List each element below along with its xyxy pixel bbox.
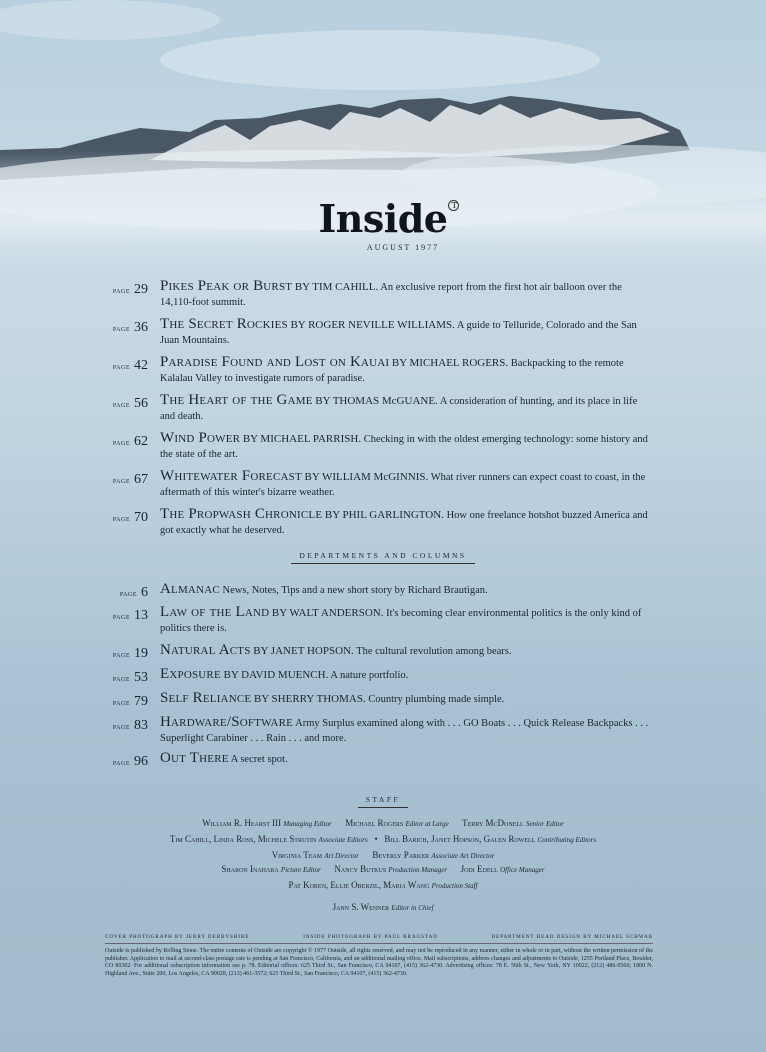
article-author: BY TIM CAHILL. — [294, 281, 379, 293]
page-number: PAGE 6 — [119, 585, 148, 600]
page-number: PAGE 42 — [112, 358, 148, 373]
photo-credits — [105, 935, 653, 944]
toc-entry — [100, 751, 655, 768]
article-title: Almanac — [160, 581, 220, 597]
article-description: The cultural revolution among bears. — [356, 646, 512, 657]
page-number: PAGE 83 — [112, 718, 148, 733]
article-title: The Secret Rockies — [160, 316, 288, 332]
page-number: PAGE 13 — [112, 608, 148, 623]
article-author: BY MICHAEL ROGERS. — [391, 357, 509, 369]
article-description: A secret spot. — [230, 754, 288, 765]
toc-entry — [100, 507, 655, 538]
article-description: Backpacking to the remote Kalalau Valley to investigate rumors of paradise. — [160, 358, 624, 384]
article-author: BY WALT ANDERSON. — [271, 607, 384, 619]
article-author: BY PHIL GARLINGTON. — [324, 509, 444, 521]
trademark-icon: T — [448, 200, 459, 211]
toc-entry — [100, 605, 655, 636]
article-description: A consideration of hunting, and its place in life and death. — [160, 396, 638, 422]
article-description: A guide to Telluride, Colorado and the San Juan Mountains. — [160, 320, 637, 346]
article-title: Whitewater Forecast — [160, 468, 302, 484]
masthead — [0, 196, 766, 252]
toc-entry — [100, 667, 655, 684]
toc-entry — [100, 431, 655, 462]
article-description: An exclusive report from the first hot air balloon over the 14,110-foot summit. — [160, 282, 622, 308]
article-author: BY SHERRY THOMAS. — [253, 693, 366, 705]
article-title: Exposure — [160, 666, 221, 682]
page-number: PAGE 70 — [112, 510, 148, 525]
mountain-photo — [0, 0, 766, 300]
article-description: How one freelance hotshot buzzed America and got exactly what he deserved. — [160, 510, 648, 536]
dept-credit: DEPARTMENT HEAD DESIGN BY MICHAEL SCHWAB — [491, 935, 653, 940]
page-number: PAGE 67 — [112, 472, 148, 487]
article-title: Paradise Found and Lost on Kauai — [160, 354, 390, 370]
toc-entry — [100, 715, 655, 746]
page-number: PAGE 29 — [112, 282, 148, 297]
article-author: BY MICHAEL PARRISH. — [242, 433, 362, 445]
article-author: BY WILLIAM McGINNIS. — [304, 471, 429, 483]
staff-heading: STAFF — [0, 795, 766, 804]
article-title: Hardware/Software — [160, 714, 294, 730]
article-title: Out There — [160, 750, 229, 766]
article-description: News, Notes, Tips and a new short story by Richard Brautigan. — [222, 585, 488, 596]
toc-entry — [100, 279, 655, 310]
article-description: A nature portfolio. — [330, 670, 409, 681]
toc-entry — [100, 643, 655, 660]
article-author: BY ROGER NEVILLE WILLIAMS. — [290, 319, 455, 331]
article-author: BY THOMAS McGUANE. — [315, 395, 438, 407]
issue-date: AUGUST 1977 — [366, 243, 440, 252]
article-title: The Heart of the Game — [160, 392, 313, 408]
departments-heading: DEPARTMENTS AND COLUMNS — [0, 551, 766, 560]
article-title: The Propwash Chronicle — [160, 506, 323, 522]
page-number: PAGE 79 — [112, 694, 148, 709]
page-number: PAGE 19 — [112, 646, 148, 661]
page-number: PAGE 36 — [112, 320, 148, 335]
toc-entry — [100, 393, 655, 424]
toc-entry — [100, 355, 655, 386]
article-title: Pikes Peak or Burst — [160, 278, 293, 294]
article-title: Natural Acts — [160, 642, 251, 658]
cover-credit: COVER PHOTOGRAPH BY JERRY DERBYSHIRE — [105, 935, 250, 940]
page-number: PAGE 56 — [112, 396, 148, 411]
toc-entry — [100, 691, 655, 708]
article-author: BY JANET HOPSON. — [253, 645, 354, 657]
article-author: BY DAVID MUENCH. — [223, 669, 329, 681]
article-title: Wind Power — [160, 430, 241, 446]
toc-entry — [100, 582, 655, 599]
article-description: What river runners can expect coast to coast, in the aftermath of this winter's bizarre weather. — [160, 472, 646, 498]
masthead-title: Inside T — [319, 196, 448, 241]
article-description: It's becoming clear environmental politics is the only kind of politics there is. — [160, 608, 642, 634]
page-number: PAGE 62 — [112, 434, 148, 449]
toc-entry — [100, 469, 655, 500]
page-number: PAGE 96 — [112, 754, 148, 769]
article-title: Law of the Land — [160, 604, 270, 620]
article-description: Army Surplus examined along with . . . GO Boats . . . Quick Release Backpacks . . . Superlight Carabiner . . . Rain . . . and more. — [160, 718, 649, 744]
article-title: Self Reliance — [160, 690, 252, 706]
inside-credit: INSIDE PHOTOGRAPH BY PAUL BRAGSTAD — [303, 935, 438, 940]
publisher-note: Outside is published by Rolling Stone. The entire contents of Outside are copyright © 1977 Outside, all rights reserved, and may not be reproduced in any manner, either in whole or in part, without the written permission of the publisher. Application to mail at second-class postage rate is pending at San Francisco, California, and an additional mailing office. Mail subscriptions, address changes and adjustments to Outside, 1255 Portland Place, Boulder, CO 80302. For additional subscription information see p. 78. Editorial offices: 625 Third St., San Francisco, CA 94107, (415) 362-4730. Advertising offices: 78 E. 56th St., New York, NY 10022, (212) 486-9560; 1800 N. Highland Ave., Suite 200, Los Angeles, CA 90028, (213) 461-3572; 625 Third St., San Francisco, CA 94107, (415) 362-4730. — [105, 948, 653, 977]
toc-entry — [100, 317, 655, 348]
page-number: PAGE 53 — [112, 670, 148, 685]
article-description: Checking in with the oldest emerging technology: some history and the state of the art. — [160, 434, 648, 460]
article-description: Country plumbing made simple. — [368, 694, 505, 705]
